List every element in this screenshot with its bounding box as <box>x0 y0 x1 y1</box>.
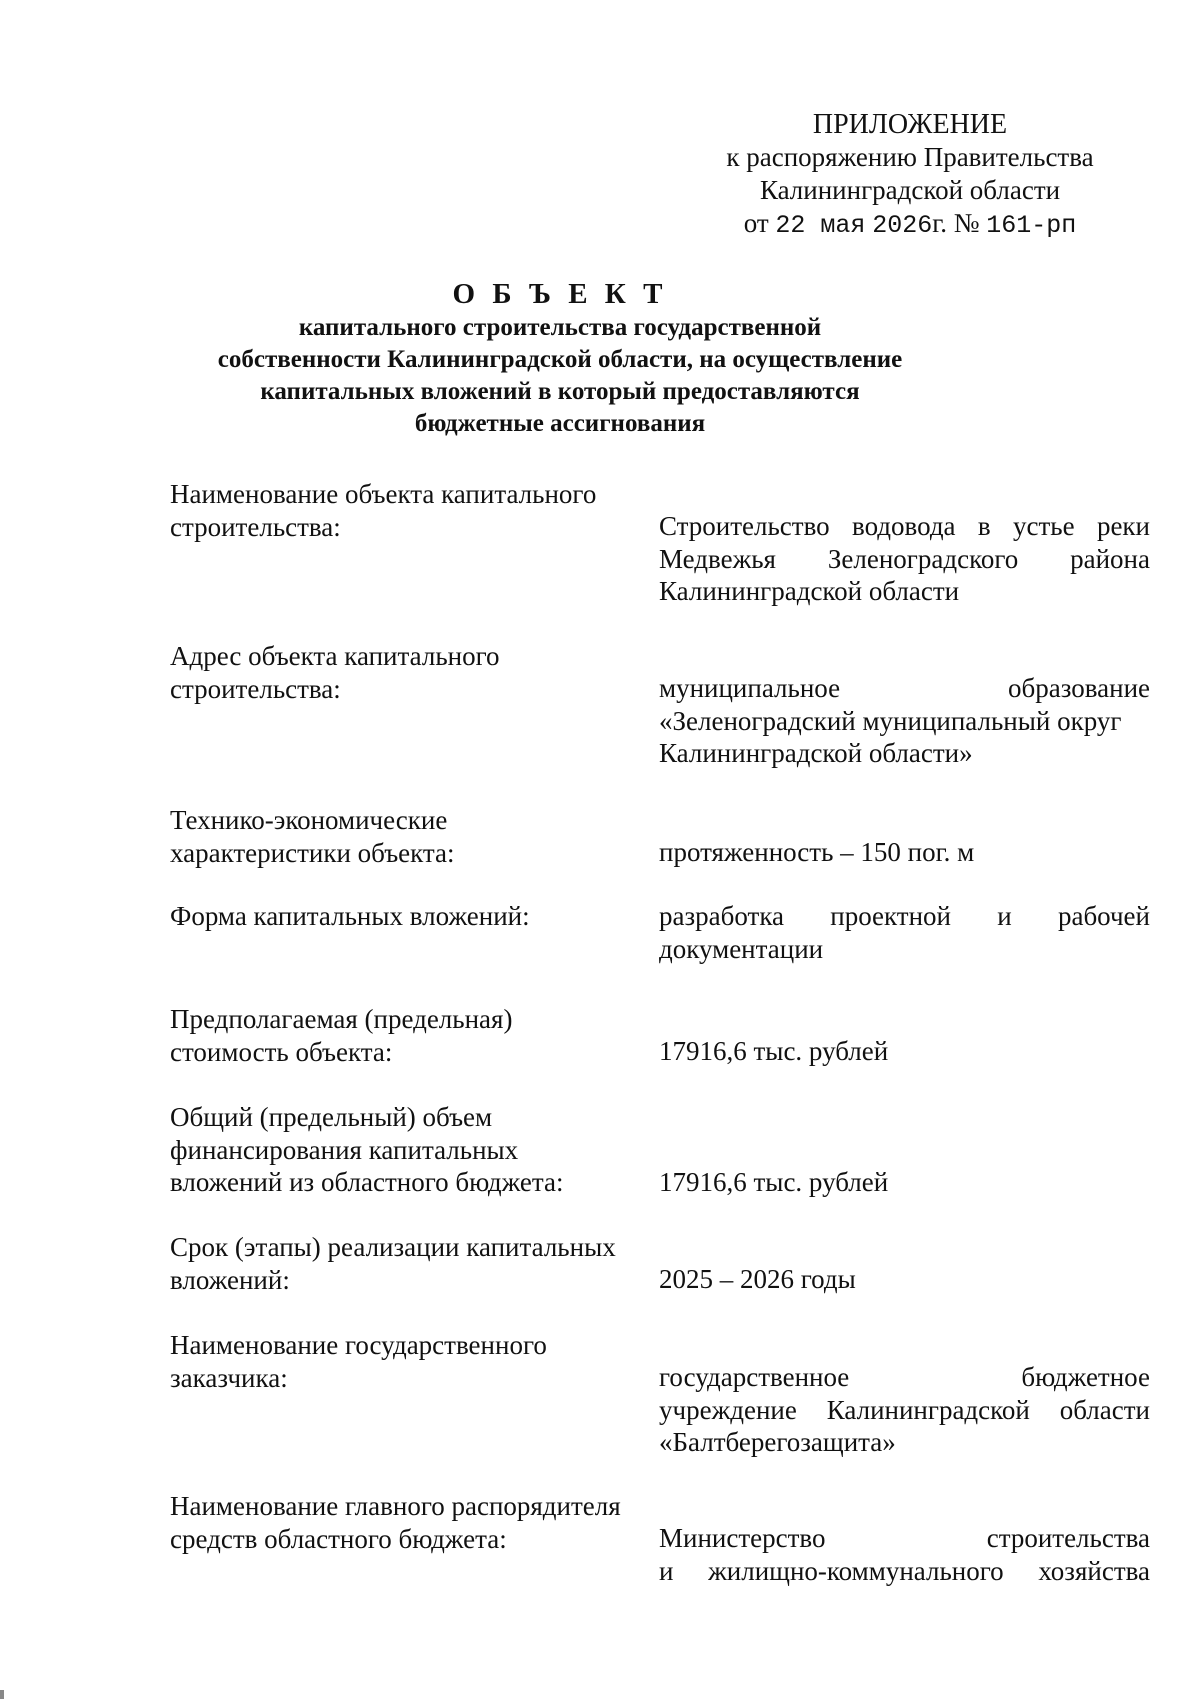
field-value <box>659 900 1150 965</box>
value-line: и жилищно-коммунального хозяйства <box>659 1555 1150 1586</box>
field-value <box>659 1263 1150 1296</box>
label-line: вложений из областного бюджета: <box>170 1167 564 1197</box>
date-g-number: г. № <box>932 208 980 238</box>
heading-line-1: капитального строительства государственной <box>298 314 822 341</box>
label-line: финансирования капитальных <box>170 1134 519 1165</box>
field-value <box>659 672 1150 770</box>
label-line: Адрес объекта капитального <box>170 641 500 671</box>
appendix-title: ПРИЛОЖЕНИЕ <box>812 109 1008 140</box>
value-line: Калининградской области» <box>659 738 973 768</box>
heading-line-2: собственности Калининградской области, на осуществление <box>217 346 903 373</box>
label-line: заказчика: <box>170 1362 288 1393</box>
date-day-month: 22 мая <box>775 211 866 240</box>
field-value <box>659 1522 1150 1587</box>
value-line: протяженность – 150 пог. м <box>659 837 975 867</box>
field-label <box>170 1101 650 1199</box>
label-line: Наименование государственного <box>170 1330 547 1360</box>
value-line: документации <box>659 933 824 964</box>
heading-line-4: бюджетные ассигнования <box>414 410 706 437</box>
appendix-line-1: к распоряжению Правительства <box>726 142 1094 172</box>
label-line: средств областного бюджета: <box>170 1523 507 1554</box>
field-value <box>659 1361 1150 1459</box>
appendix-block <box>680 108 1140 242</box>
field-label <box>170 1003 650 1068</box>
label-line: строительства: <box>170 511 341 542</box>
label-line: Наименование объекта капитального <box>170 479 597 509</box>
value-line: разработка проектной и рабочей <box>659 901 1150 931</box>
heading-title: О Б Ъ Е К Т <box>452 278 668 310</box>
field-value <box>659 836 1150 869</box>
label-line: характеристики объекта: <box>170 837 455 868</box>
value-line: 17916,6 тыс. рублей <box>659 1167 889 1197</box>
field-label <box>170 1329 650 1394</box>
label-line: Срок (этапы) реализации капитальных <box>170 1232 616 1262</box>
appendix-line-2: Калининградской области <box>759 175 1061 205</box>
field-label <box>170 1490 650 1555</box>
date-year: 2026 <box>872 211 933 240</box>
document-number: 161-рп <box>986 211 1077 240</box>
field-value <box>659 1035 1150 1068</box>
label-line: Технико-экономические <box>170 805 448 835</box>
field-value <box>659 510 1150 608</box>
field-label <box>170 1231 650 1296</box>
value-line: «Балтберегозащита» <box>659 1427 896 1457</box>
label-line: строительства: <box>170 673 341 704</box>
label-line: вложений: <box>170 1264 290 1295</box>
field-label <box>170 900 650 933</box>
field-label <box>170 640 650 705</box>
heading-line-3: капитальных вложений в который предоставляются <box>260 378 860 405</box>
value-line: 17916,6 тыс. рублей <box>659 1036 889 1066</box>
value-line: Строительство водовода в устье реки <box>659 511 1150 541</box>
appendix-date-line <box>680 207 1140 242</box>
value-line: Калининградской области <box>659 576 960 606</box>
value-line: муниципальное образование <box>659 673 1150 703</box>
field-value <box>659 1166 1150 1199</box>
label-line: стоимость объекта: <box>170 1036 393 1067</box>
field-label <box>170 804 650 869</box>
document-heading <box>200 276 920 440</box>
label-line: Форма капитальных вложений: <box>170 901 530 931</box>
value-line: учреждение Калининградской области <box>659 1394 1150 1425</box>
label-line: Предполагаемая (предельная) <box>170 1004 513 1034</box>
value-line: Медвежья Зеленоградского района <box>659 543 1150 574</box>
value-line: государственное бюджетное <box>659 1362 1150 1392</box>
value-line: «Зеленоградский муниципальный округ <box>659 705 1122 736</box>
field-label <box>170 478 650 543</box>
label-line: Наименование главного распорядителя <box>170 1491 621 1521</box>
value-line: Министерство строительства <box>659 1523 1150 1553</box>
label-line: Общий (предельный) объем <box>170 1102 493 1132</box>
value-line: 2025 – 2026 годы <box>659 1264 856 1294</box>
scan-edge-mark <box>0 1690 4 1699</box>
date-prefix: от <box>743 208 769 238</box>
